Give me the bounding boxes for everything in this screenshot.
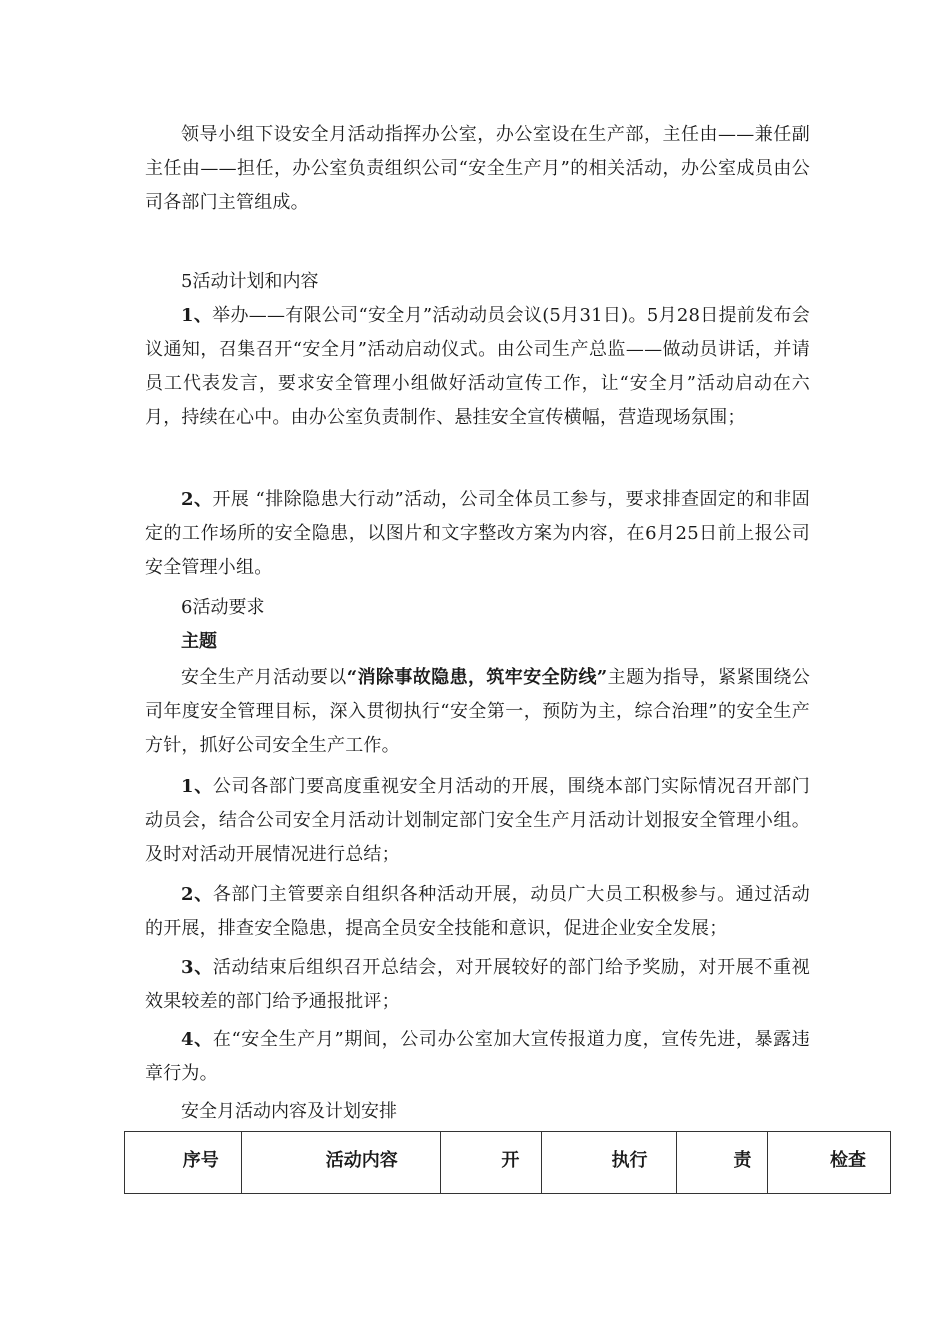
header-cell-index: 序号 — [125, 1132, 242, 1194]
paragraph-requirement-4 — [145, 1023, 810, 1091]
theme-pre-text: 安全生产月活动要以 — [181, 667, 347, 688]
item-text: 各部门主管要亲自组织各种活动开展，动员广大员工积极参与。通过活动的开展，排查安全隐患，提高全员安全技能和意识，促进企业安全发展； — [145, 884, 810, 939]
item-number: 1、 — [181, 776, 213, 797]
section-heading-activity-plan: 5活动计划和内容 — [181, 271, 319, 292]
item-text: 活动结束后组织召开总结会，对开展较好的部门给予奖励，对开展不重视效果较差的部门给予通报批评； — [145, 957, 810, 1012]
item-number: 1、 — [181, 305, 213, 326]
item-number: 4、 — [181, 1029, 213, 1050]
header-cell-start: 开 — [440, 1132, 542, 1194]
item-number: 2、 — [181, 884, 213, 905]
theme-post-text: 主题为指导，紧紧围绕公司年度安全管理目标，深入贯彻执行“安全第一，预防为主，综合治理”的安全生产方针，抓好公司安全生产工作。 — [145, 667, 810, 756]
header-cell-check: 检查 — [768, 1132, 891, 1194]
paragraph-requirement-2 — [145, 878, 810, 946]
paragraph-item-1 — [145, 299, 810, 435]
header-cell-content: 活动内容 — [241, 1132, 440, 1194]
item-text: 开展 “排除隐患大行动”活动，公司全体员工参与，要求排查固定的和非固定的工作场所的安全隐患，以图片和文字整改方案为内容，在6月25日前上报公司安全管理小组。 — [145, 489, 810, 578]
table-header-row — [125, 1132, 891, 1194]
theme-slogan: “消除事故隐患，筑牢安全防线” — [346, 667, 608, 688]
paragraph-requirement-3 — [145, 951, 810, 1019]
item-text: 举办——有限公司“安全月”活动动员会议(5月31日)。5月28日提前发布会议通知，召集召开“安全月”活动启动仪式。由公司生产总监——做动员讲话，并请员工代表发言，要求安全管理小组做好活动宣传工作，让“安全月”活动启动在六月，持续在心中。由办公室负责制作、悬挂安全宣传横幅，营造现场氛围； — [145, 305, 810, 428]
section-heading-requirements: 6活动要求 — [181, 597, 265, 618]
paragraph-office-setup: 领导小组下设安全月活动指挥办公室，办公室设在生产部，主任由——兼任副主任由——担任，办公室负责组织公司“安全生产月”的相关活动，办公室成员由公司各部门主管组成。 — [145, 124, 810, 213]
paragraph-requirement-1 — [145, 770, 810, 872]
item-number: 2、 — [181, 489, 213, 510]
item-text: 在“安全生产月”期间，公司办公室加大宣传报道力度，宣传先进，暴露违章行为。 — [145, 1029, 810, 1084]
item-text: 公司各部门要高度重视安全月活动的开展，围绕本部门实际情况召开部门动员会，结合公司安全月活动计划制定部门安全生产月活动计划报安全管理小组。及时对活动开展情况进行总结； — [145, 776, 810, 865]
theme-heading: 主题 — [181, 631, 217, 652]
item-number: 3、 — [181, 957, 213, 978]
paragraph-item-2 — [145, 483, 810, 585]
activity-plan-table — [124, 1131, 891, 1194]
paragraph-theme — [145, 661, 810, 763]
table-title: 安全月活动内容及计划安排 — [181, 1101, 397, 1122]
header-cell-responsible: 责 — [676, 1132, 768, 1194]
header-cell-executor: 执行 — [542, 1132, 676, 1194]
